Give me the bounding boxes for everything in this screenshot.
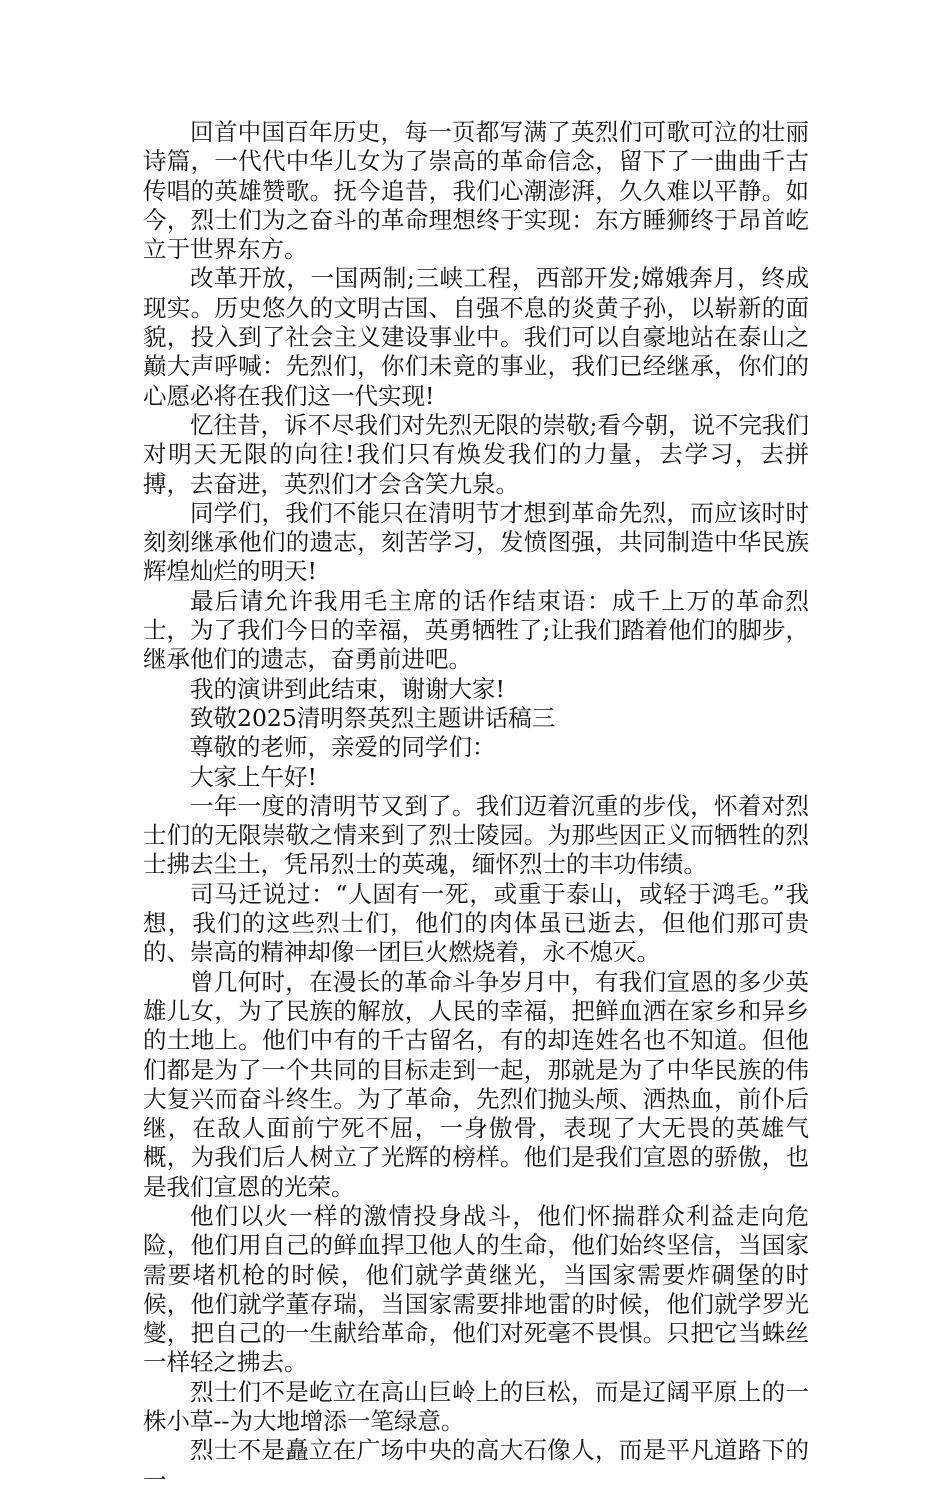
paragraph: 曾几何时，在漫长的革命斗争岁月中，有我们宣恩的多少英雄儿女，为了民族的解放，人民的幸福，把鲜血洒在家乡和异乡的土地上。他们中有的千古留名，有的却连姓名也不知道。但他们都是为了一个共同的目标走到一起，那就是为了中华民族的伟大复兴而奋斗终生。为了革命，先烈们抛头颅、洒热血，前仆后继，在敌人面前宁死不屈，一身傲骨，表现了大无畏的英雄气概，为我们后人树立了光辉的榜样。他们是我们宣恩的骄傲，也是我们宣恩的光荣。: [143, 967, 809, 1201]
paragraph: 司马迁说过：“人固有一死，或重于泰山，或轻于鸿毛。”我想，我们的这些烈士们，他们的肉体虽已逝去，但他们那可贵的、崇高的精神却像一团巨火燃烧着，永不熄灭。: [143, 879, 809, 967]
paragraph: 一年一度的清明节又到了。我们迈着沉重的步伐，怀着对烈士们的无限崇敬之情来到了烈士陵园。为那些因正义而牺牲的烈士拂去尘土，凭吊烈士的英魂，缅怀烈士的丰功伟绩。: [143, 791, 809, 879]
paragraph: 忆往昔，诉不尽我们对先烈无限的崇敬;看今朝，说不完我们对明天无限的向往!我们只有焕发我们的力量，去学习，去拼搏，去奋进，英烈们才会含笑九泉。: [143, 410, 809, 498]
section-title: 致敬2025清明祭英烈主题讲话稿三: [190, 703, 556, 732]
salutation: 尊敬的老师，亲爱的同学们：: [190, 733, 496, 762]
paragraph: 回首中国百年历史，每一页都写满了英烈们可歌可泣的壮丽诗篇，一代代中华儿女为了崇高的革命信念，留下了一曲曲千古传唱的英雄赞歌。抚今追昔，我们心潮澎湃，久久难以平静。如今，烈士们为之奋斗的革命理想终于实现：东方睡狮终于昂首屹立于世界东方。: [143, 118, 809, 264]
paragraph: 他们以火一样的激情投身战斗，他们怀揣群众利益走向危险，他们用自己的鲜血捍卫他人的生命，他们始终坚信，当国家需要堵机枪的时候，他们就学黄继光，当国家需要炸碉堡的时候，他们就学董存瑞，当国家需要排地雷的时候，他们就学罗光燮，把自己的一生献给革命，他们对死毫不畏惧。只把它当蛛丝一样轻之拂去。: [143, 1201, 809, 1377]
paragraph: 最后请允许我用毛主席的话作结束语：成千上万的革命烈士，为了我们今日的幸福，英勇牺牲了;让我们踏着他们的脚步，继承他们的遗志，奋勇前进吧。: [143, 586, 809, 674]
paragraph: 烈士们不是屹立在高山巨岭上的巨松，而是辽阔平原上的一株小草--为大地增添一笔绿意。: [143, 1377, 809, 1436]
paragraph: 同学们，我们不能只在清明节才想到革命先烈，而应该时时刻刻继承他们的遗志，刻苦学习，发愤图强，共同制造中华民族辉煌灿烂的明天!: [143, 498, 809, 586]
paragraph: 改革开放，一国两制;三峡工程，西部开发;嫦娥奔月，终成现实。历史悠久的文明古国、自强不息的炎黄子孙，以崭新的面貌，投入到了社会主义建设事业中。我们可以自豪地站在泰山之巅大声呼喊：先烈们，你们未竟的事业，我们已经继承，你们的心愿必将在我们这一代实现!: [143, 264, 809, 410]
paragraph: 我的演讲到此结束，谢谢大家!: [190, 674, 505, 703]
paragraph: 烈士不是矗立在广场中央的高大石像人，而是平凡道路下的一: [143, 1436, 809, 1494]
document-body: [143, 118, 809, 1495]
greeting: 大家上午好!: [190, 762, 317, 791]
